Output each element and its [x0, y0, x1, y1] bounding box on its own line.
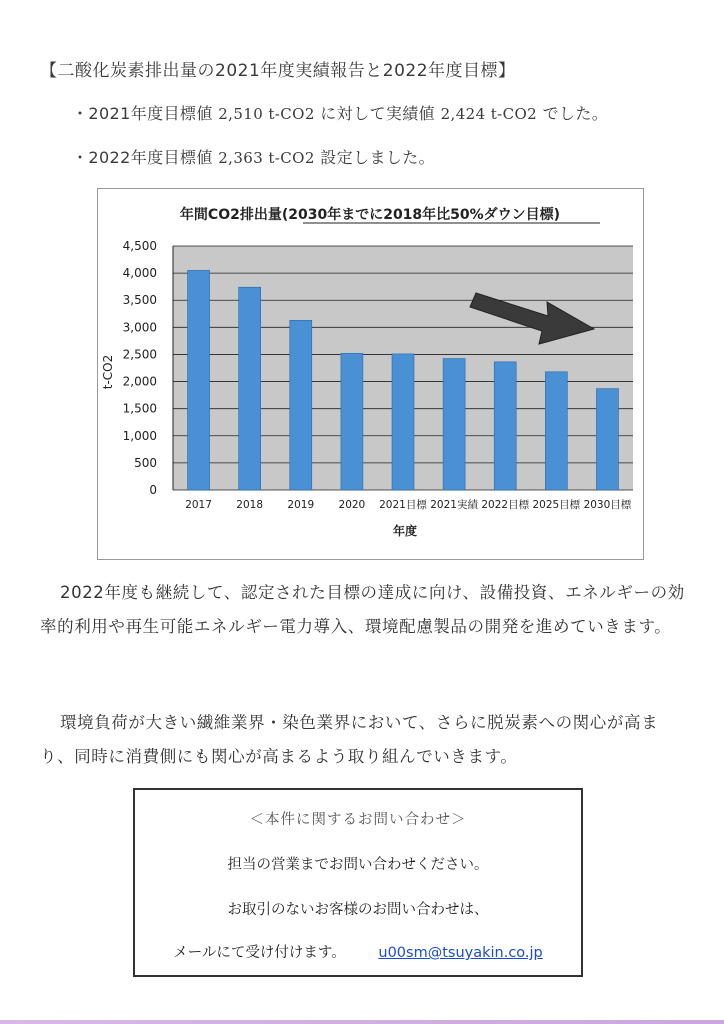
report-heading: 【二酸化炭素排出量の2021年度実績報告と2022年度目標】 — [40, 61, 516, 81]
actual-value-2021: 2,424 t-CO2 — [440, 105, 538, 123]
bar — [443, 359, 465, 490]
contact-line-email — [135, 941, 581, 962]
paragraph-industry: 環境負荷が大きい繊維業界・染色業界において、さらに脱炭素への関心が高まり、同時に消費側にも関心が高まるよう取り組んでいきます。 — [40, 713, 659, 766]
y-tick-label: 3,500 — [122, 293, 157, 308]
contact-line-sales: 担当の営業までお問い合わせください。 — [227, 857, 489, 873]
bar — [188, 270, 210, 490]
x-tick-label: 2017 — [185, 499, 212, 511]
contact-email-link[interactable]: u00sm@tsuyakin.co.jp — [378, 945, 543, 961]
y-tick-label: 2,000 — [122, 374, 157, 389]
y-tick-label: 4,000 — [122, 266, 157, 281]
target-value-2022: 2,363 t-CO2 — [218, 149, 315, 167]
bullet-2022-target — [72, 145, 435, 168]
bullet-2021-result — [72, 101, 608, 124]
x-tick-label: 2025目標 — [532, 499, 581, 511]
y-tick-label: 1,500 — [122, 401, 157, 416]
y-tick-label: 1,000 — [122, 428, 157, 443]
x-axis-label: 年度 — [392, 524, 418, 538]
bar — [392, 354, 414, 490]
co2-chart — [97, 188, 644, 560]
bullet-prefix: ・2022年度目標値 — [72, 148, 213, 167]
bullet-prefix: ・2021年度目標値 — [72, 104, 213, 123]
target-value-2021: 2,510 t-CO2 — [218, 105, 315, 123]
bullet-suffix: 設定しました。 — [320, 148, 436, 167]
bar — [290, 320, 312, 490]
y-axis-label: t-CO2 — [101, 354, 115, 390]
bullet-middle: に対して実績値 — [320, 104, 436, 123]
x-tick-label: 2030目標 — [583, 499, 632, 511]
page-bottom-edge — [0, 1020, 724, 1024]
bar — [239, 287, 261, 490]
y-tick-label: 4,500 — [122, 239, 157, 253]
y-tick-label: 0 — [149, 483, 157, 497]
x-tick-label: 2021目標 — [379, 499, 427, 511]
contact-line-new-customers: お取引のないお客様のお問い合わせは、 — [227, 902, 489, 918]
bar — [596, 389, 618, 490]
contact-box — [133, 788, 583, 977]
contact-title: ＜本件に関するお問い合わせ＞ — [249, 812, 467, 828]
x-tick-label: 2021実績 — [430, 499, 478, 511]
x-tick-label: 2020 — [338, 499, 366, 511]
bar — [494, 362, 516, 490]
chart-title: 年間CO2排出量(2030年までに2018年比50%ダウン目標) — [179, 207, 561, 223]
contact-email-text: メールにて受け付けます。 — [173, 945, 346, 961]
x-tick-label: 2019 — [287, 499, 315, 511]
bullet-suffix: でした。 — [542, 104, 609, 123]
bar — [545, 372, 567, 490]
chart-svg — [98, 189, 643, 559]
y-tick-label: 2,500 — [122, 347, 157, 362]
bar — [341, 353, 363, 490]
paragraph-plan: 2022年度も継続して、認定された目標の達成に向け、設備投資、エネルギーの効率的利用や再生可能エネルギー電力導入、環境配慮製品の開発を進めていきます。 — [40, 583, 685, 636]
x-tick-label: 2022目標 — [481, 499, 530, 511]
y-tick-label: 3,000 — [122, 320, 157, 335]
x-tick-label: 2018 — [236, 499, 264, 511]
y-tick-label: 500 — [134, 455, 157, 470]
